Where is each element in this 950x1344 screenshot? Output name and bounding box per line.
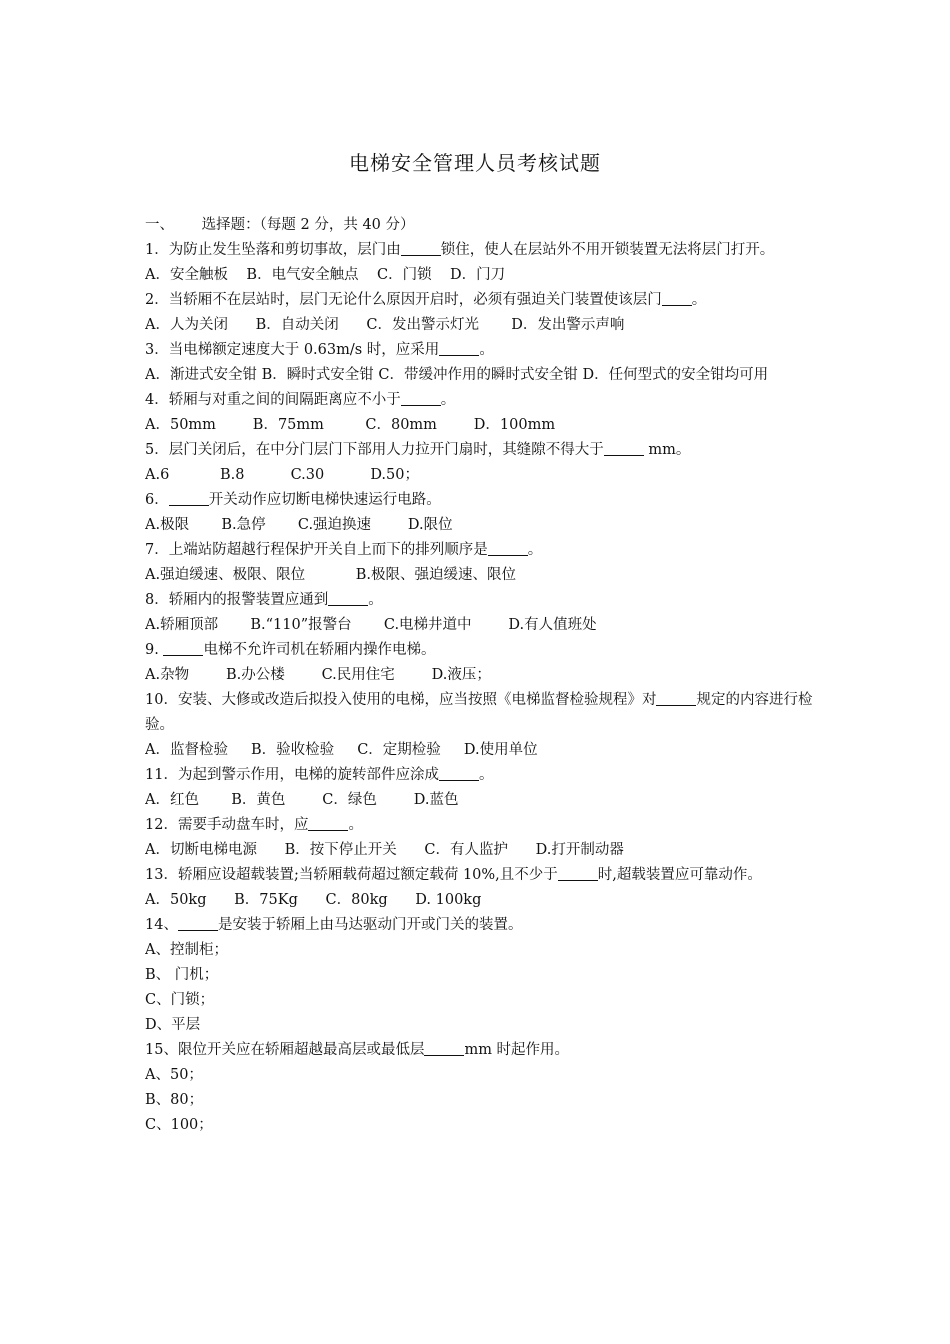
question-4 (145, 388, 815, 413)
question-text: 。 (691, 292, 707, 308)
answer-blank (163, 641, 203, 656)
option-15-a: A、50； (145, 1067, 203, 1083)
question-text: 规定的内容进行检验。 (145, 692, 813, 733)
options-4: A．50mm B．75mm C．80mm D．100mm (145, 417, 556, 433)
question-13 (145, 863, 815, 888)
question-8 (145, 588, 815, 613)
question-12 (145, 813, 815, 838)
answer-blank (328, 591, 368, 606)
answer-blank (424, 1041, 464, 1056)
question-11 (145, 763, 815, 788)
options-6: A.极限 B.急停 C.强迫换速 D.限位 (145, 517, 453, 533)
question-text: 1．为防止发生坠落和剪切事故，层门由 (145, 242, 401, 258)
question-text: 。 (527, 542, 543, 558)
question-1 (145, 238, 815, 263)
question-text: 10．安装、大修或改造后拟投入使用的电梯，应当按照《电梯监督检验规程》对 (145, 692, 657, 708)
question-text: 2．当轿厢不在层站时，层门无论什么原因开启时，必须有强迫关门装置使该层门 (145, 292, 662, 308)
answer-blank (558, 866, 598, 881)
answer-blank (401, 241, 441, 256)
options-8: A.轿厢顶部 B.“110”报警台 C.电梯井道中 D.有人值班处 (145, 617, 597, 633)
question-text: 电梯不允许司机在轿厢内操作电梯。 (203, 642, 436, 658)
question-text: 时,超载装置应可靠动作。 (597, 867, 762, 883)
question-text: 13．轿厢应设超载装置;当轿厢载荷超过额定载荷 10%,且不少于 (145, 867, 558, 883)
options-1: A．安全触板 B．电气安全触点 C．门锁 D．门刀 (145, 267, 506, 283)
option-14-d: D、平层 (145, 1017, 201, 1033)
answer-blank (308, 816, 348, 831)
question-text: 12．需要手动盘车时，应 (145, 817, 309, 833)
question-5 (145, 438, 815, 463)
question-10 (145, 688, 815, 738)
answer-blank (604, 441, 644, 456)
option-15-b: B、80； (145, 1092, 204, 1108)
options-10: A．监督检验 B．验收检验 C．定期检验 D.使用单位 (145, 742, 538, 758)
answer-blank (439, 766, 479, 781)
answer-blank (656, 691, 696, 706)
question-text: 15、限位开关应在轿厢超越最高层或最低层 (145, 1042, 425, 1058)
question-text: 3．当电梯额定速度大于 0.63m/s 时，应采用 (145, 342, 440, 358)
question-text: 14、 (145, 917, 178, 933)
question-text: 开关动作应切断电梯快速运行电路。 (208, 492, 441, 508)
question-9 (145, 638, 815, 663)
question-text: 4．轿厢与对重之间的间隔距离应不小于 (145, 392, 401, 408)
question-text: 。 (440, 392, 456, 408)
question-text: mm。 (643, 442, 691, 458)
document-title: 电梯安全管理人员考核试题 (349, 151, 601, 175)
options-7: A.强迫缓速、极限、限位 B.极限、强迫缓速、限位 (145, 567, 517, 583)
question-6 (145, 488, 815, 513)
question-2 (145, 288, 815, 313)
question-text: 8．轿厢内的报警装置应通到 (145, 592, 329, 608)
options-3: A．渐进式安全钳 B．瞬时式安全钳 C．带缓冲作用的瞬时式安全钳 D．任何型式的安全钳均可用 (145, 367, 769, 383)
answer-blank (662, 291, 692, 306)
option-14-b: B、 门机； (145, 967, 219, 983)
question-text: 11．为起到警示作用，电梯的旋转部件应涂成 (145, 767, 439, 783)
question-text: 6． (145, 492, 169, 508)
option-14-c: C、门锁； (145, 992, 215, 1008)
question-list (145, 213, 815, 1138)
question-text: 是安装于轿厢上由马达驱动门开或门关的装置。 (217, 917, 523, 933)
options-9: A.杂物 B.办公楼 C.民用住宅 D.液压； (145, 667, 491, 683)
options-2: A．人为关闭 B．自动关闭 C．发出警示灯光 D．发出警示声响 (145, 317, 625, 333)
section-heading: 一、 选择题：（每题 2 分，共 40 分） (145, 217, 415, 233)
question-text: 9. (145, 642, 164, 658)
question-14 (145, 913, 815, 938)
question-text: 锁住，使人在层站外不用开锁装置无法将层门打开。 (440, 242, 775, 258)
option-15-c: C、100； (145, 1117, 213, 1133)
options-12: A．切断电梯电源 B．按下停止开关 C．有人监护 D.打开制动器 (145, 842, 624, 858)
option-14-a: A、控制柜； (145, 942, 228, 958)
question-text: 。 (479, 342, 494, 358)
question-3 (145, 338, 815, 363)
options-5: A.6 B.8 C.30 D.50； (145, 467, 419, 483)
answer-blank (488, 541, 528, 556)
question-text: 。 (348, 817, 363, 833)
question-7 (145, 538, 815, 563)
question-text: mm 时起作用。 (464, 1042, 570, 1058)
options-13: A．50kg B．75Kg C．80kg D. 100kg (145, 892, 482, 908)
answer-blank (401, 391, 441, 406)
answer-blank (169, 491, 209, 506)
question-text: 。 (368, 592, 383, 608)
question-text: 。 (478, 767, 494, 783)
answer-blank (178, 916, 218, 931)
answer-blank (439, 341, 479, 356)
question-15 (145, 1038, 815, 1063)
options-11: A．红色 B．黄色 C．绿色 D.蓝色 (145, 792, 459, 808)
question-text: 5．层门关闭后，在中分门层门下部用人力拉开门扇时，其缝隙不得大于 (145, 442, 604, 458)
question-text: 7．上端站防超越行程保护开关自上而下的排列顺序是 (145, 542, 488, 558)
